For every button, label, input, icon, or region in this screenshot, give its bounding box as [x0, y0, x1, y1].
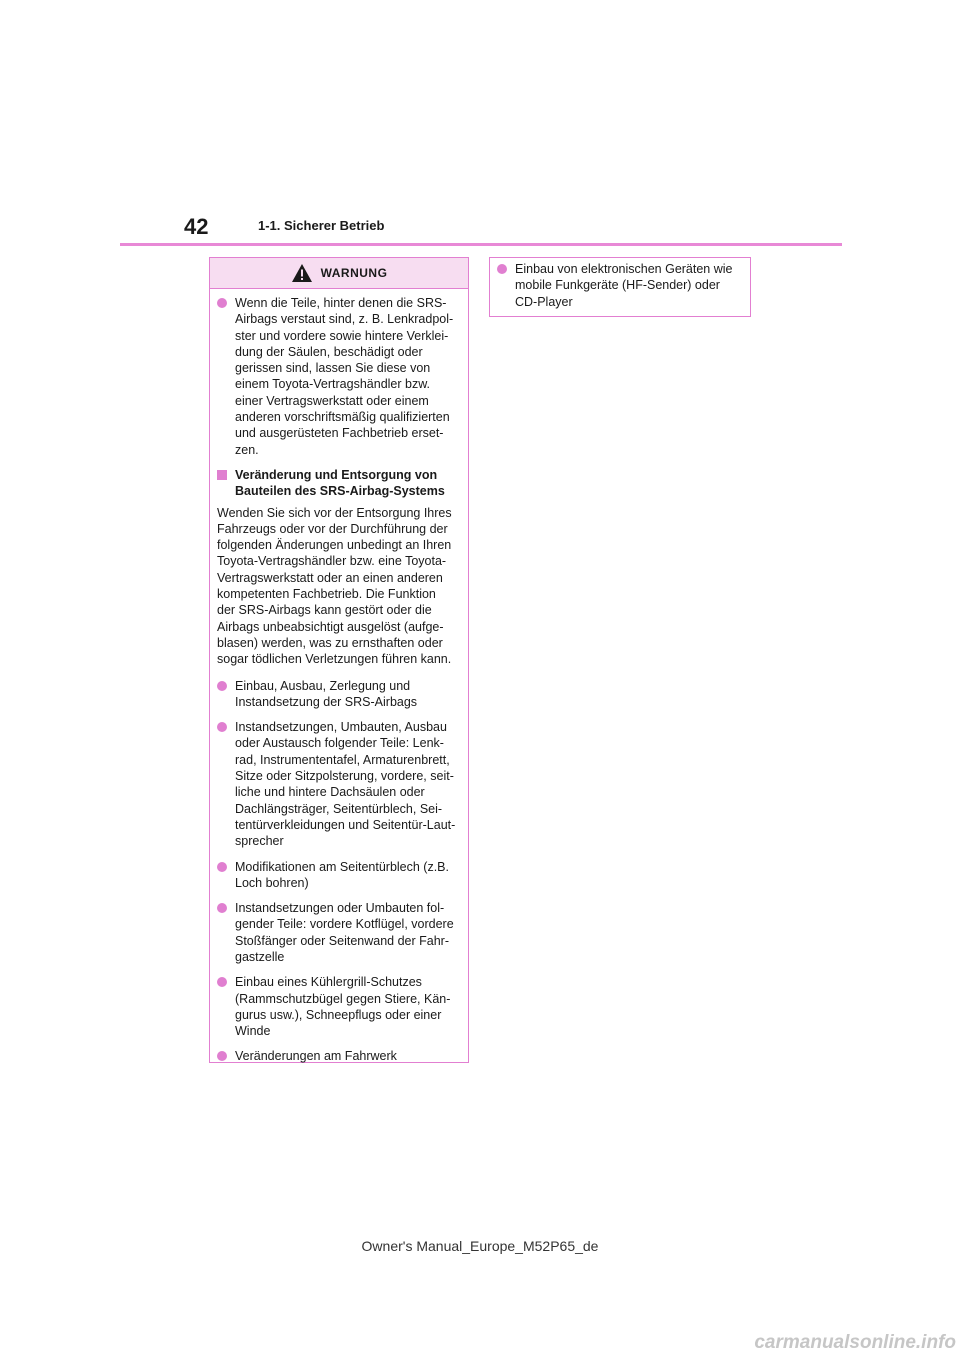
- warning-body: [210, 289, 468, 1065]
- warning-label: WARNUNG: [320, 266, 388, 280]
- list-item-text: Veränderungen am Fahrwerk: [235, 1049, 397, 1064]
- subheading: [217, 467, 461, 500]
- list-item-text: Einbau von elektronischen Geräten wie mobile Funkgeräte (HF-Sender) oder CD-Player: [515, 262, 733, 309]
- bullet-dot-icon: [217, 862, 227, 872]
- warning-header: [210, 258, 468, 289]
- watermark: carmanualsonline.info: [754, 1332, 956, 1353]
- list-item-text: Wenn die Teile, hinter denen die SRS- Airbags verstaut sind, z. B. Lenkradpol- ster und vordere sowie hintere Verklei- dung der Säulen, beschädigt oder gerissen sind, lassen Sie diese von einem Toyota-Vertragshändler bzw. einer Vertragswerkstatt oder einem anderen vorschriftsmäßig qualifizierten und ausgerüsteten Fachbetrieb erset- zen.: [235, 296, 454, 457]
- paragraph: Wenden Sie sich vor der Entsorgung Ihres Fahrzeugs oder vor der Durchführung der folgenden Änderungen unbedingt an Ihren Toyota-Vertragshändler bzw. eine Toyota- Vertragswerkstatt oder an einen anderen kompetenten Fachbetrieb. Die Funktion der SRS-Airbags kann gestört oder die Airbags unbeabsichtigt ausgelöst (aufge- blasen) werden, was zu ernsthaften oder sogar tödlichen Verletzungen führen kann.: [217, 505, 452, 667]
- continuation-box: [489, 257, 751, 317]
- list-item: [497, 261, 743, 310]
- list-item-text: Instandsetzungen, Umbauten, Ausbau oder Austausch folgender Teile: Lenk- rad, Instrumententafel, Armaturenbrett, Sitze oder Sitzpolsterung, vordere, seit- liche und hintere Dachsäulen oder Dachlängsträger, Seitentürblech, Sei- tentürverkleidungen und Seitentür-Laut- sprecher: [235, 720, 456, 849]
- bullet-dot-icon: [217, 977, 227, 987]
- list-item: [217, 295, 461, 458]
- bullet-dot-icon: [217, 903, 227, 913]
- section-title: 1-1. Sicherer Betrieb: [258, 218, 385, 233]
- list-item-text: Einbau, Ausbau, Zerlegung und Instandsetzung der SRS-Airbags: [235, 678, 418, 709]
- bullet-dot-icon: [497, 264, 507, 274]
- continuation-body: [490, 258, 750, 310]
- bullet-dot-icon: [217, 722, 227, 732]
- list-item: [217, 900, 461, 965]
- bullet-dot-icon: [217, 1051, 227, 1061]
- bullet-dot-icon: [217, 681, 227, 691]
- list-item-text: Instandsetzungen oder Umbauten fol- gender Teile: vordere Kotflügel, vordere Stoßfänger oder Seitenwand der Fahr- gastzelle: [235, 901, 454, 964]
- warning-box: [209, 257, 469, 1063]
- list-item: [217, 859, 461, 892]
- header-divider: [120, 243, 842, 246]
- list-item: [217, 1048, 461, 1064]
- list-item: [217, 719, 461, 849]
- list-item-text: Modifikationen am Seitentürblech (z.B. Loch bohren): [235, 859, 449, 890]
- bullet-dot-icon: [217, 298, 227, 308]
- warning-triangle-icon: [291, 263, 313, 283]
- square-bullet-icon: [217, 470, 227, 480]
- subheading-text: Veränderung und Entsorgung von Bauteilen des SRS-Airbag-Systems: [235, 467, 445, 499]
- footer-text: Owner's Manual_Europe_M52P65_de: [361, 1238, 599, 1254]
- page-number: 42: [184, 214, 209, 239]
- list-item-text: Einbau eines Kühlergrill-Schutzes (Rammschutzbügel gegen Stiere, Kän- gurus usw.), Schneepflugs oder einer Winde: [235, 975, 451, 1039]
- list-item: [217, 974, 461, 1039]
- list-item: [217, 678, 461, 711]
